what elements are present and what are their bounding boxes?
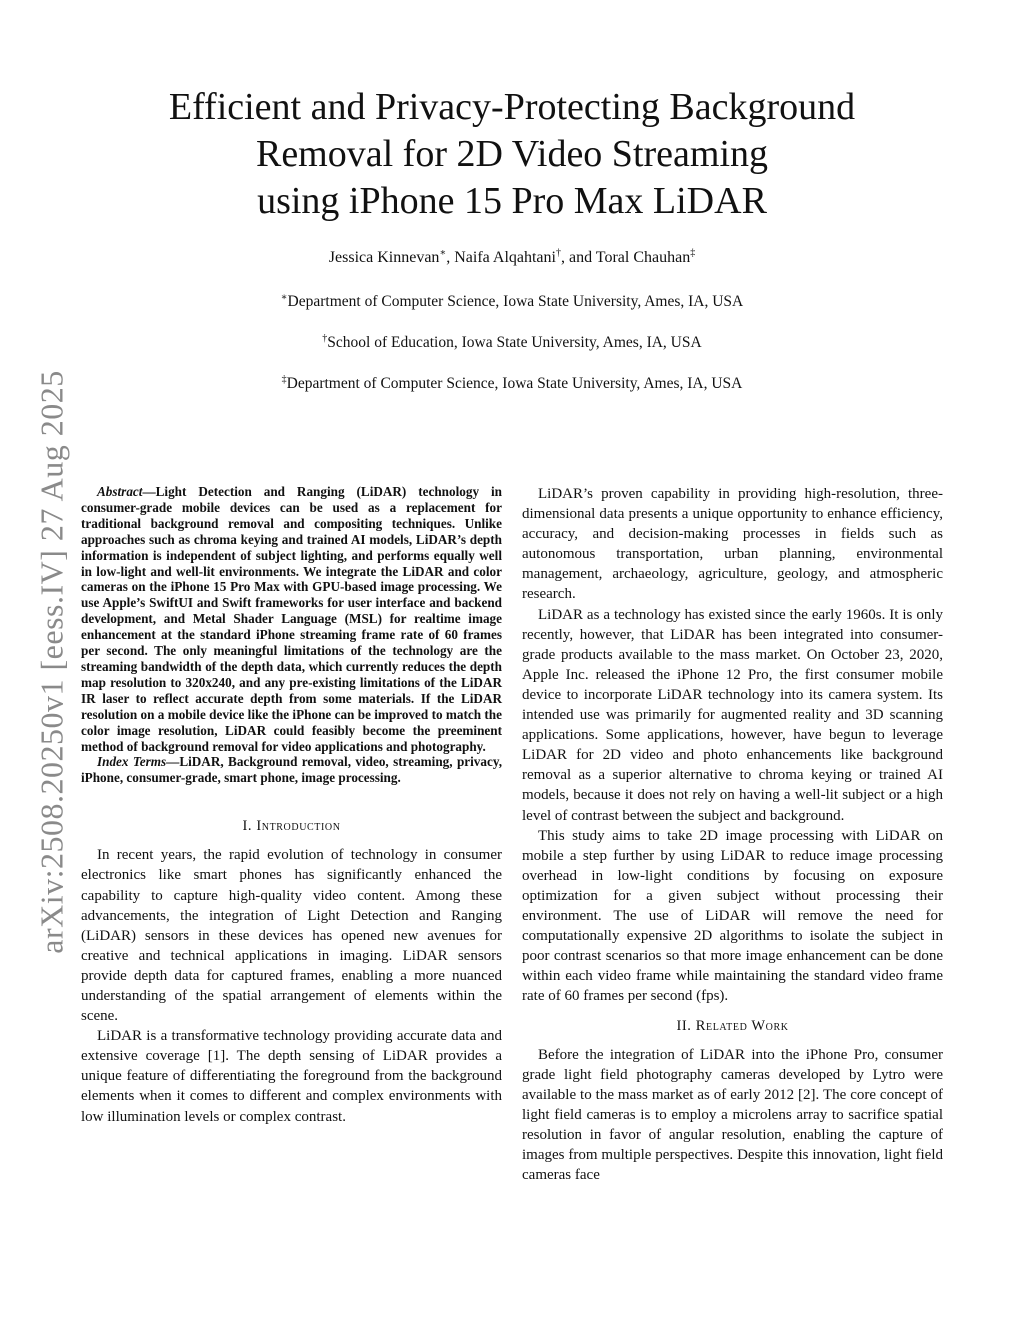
author-name: , and Toral Chauhan (560, 249, 691, 266)
paragraph: This study aims to take 2D image processing with LiDAR on mobile a step further by using LiDAR to reduce image processing overhead in low-light conditions by focusing on exposure optimization for a given subject without processing their environment. The use of LiDAR will remove the need for computationally expensive 2D algorithms to isolate the subject in poor contrast scenarios so that more image enhancement can be done within each video frame while maintaining the standard video frame rate of 60 frames per second (fps). (522, 827, 943, 1005)
section-heading-related-work: II. Related Work (676, 1018, 789, 1035)
paragraph: LiDAR as a technology has existed since the early 1960s. It is only recently, however, that LiDAR has been integrated into consumer-grade products available to the mass market. On October 23, 2020, Apple Inc. released the iPhone 12 Pro, the first consumer mobile device to incorporate LiDAR technology into its camera system. Its intended use was primarily for augmented reality and 3D scanning applications. Some applications, however, have begun to leverage LiDAR for 2D video and photo enhancements like background removal as a superior alternative to chroma keying or trained AI models, because it does not rely on having a well-lit subject or a high level of contrast between the subject and background. (522, 606, 943, 824)
left-column (81, 484, 502, 1127)
affiliation-text: School of Education, Iowa State University, Ames, IA, USA (327, 334, 702, 351)
title-line: using iPhone 15 Pro Max LiDAR (257, 180, 767, 222)
author-list (112, 249, 912, 267)
paragraph: Before the integration of LiDAR into the iPhone Pro, consumer grade light field photography cameras developed by Lytro were available to the mass market as of early 2012 [2]. The core concept of light field cameras is to employ a microlens array to sacrifice spatial resolution in favor of angular resolution, enabling the capture of images from multiple perspectives. Despite this innovation, light field cameras face (522, 1046, 943, 1184)
abstract-text: Light Detection and Ranging (LiDAR) technology in consumer-grade mobile devices can be used as a replacement for traditional background removal and compositing techniques. Unlike approaches such as chroma keying and trained AI models, LiDAR’s depth information is independent of subject lighting, and performs equally well in low-light and well-lit environments. We integrate the LiDAR and color cameras on the iPhone 15 Pro Max with GPU-based image processing. We use Apple’s SwiftUI and Swift frameworks for user interface and backend development, and Metal Shader Language (MSL) for realtime image enhancement at the standard iPhone streaming frame rate of 60 frames per second. The only meaningful limitations of the technology are the streaming bandwidth of the depth data, which currently reduces the depth map resolution to 320x240, and any pre-existing limitations of the LiDAR IR laser to reflect accurate depth from some materials. If the LiDAR resolution on a mobile device like the iPhone can be improved to match the color image resolution, LiDAR could feasibly become the preeminent method of background removal for video applications and photography. (81, 484, 502, 754)
affiliation-mark: ∗ (280, 291, 288, 303)
paragraph: LiDAR is a transformative technology providing accurate data and extensive coverage [1]. The depth sensing of LiDAR provides a unique feature of differentiating the foreground from the background elements when it comes to different and complex environments with low illumination levels or complex contrast. (81, 1028, 502, 1125)
index-terms-label: Index Terms (97, 754, 167, 770)
paragraph: LiDAR’s proven capability in providing high-resolution, three-dimensional data presents a unique opportunity to enhance efficiency, accuracy, and decision-making processes in fields such as autonomous transportation, urban planning, environmental management, archaeology, agriculture, geology, and atmospheric research. (522, 486, 943, 603)
author-name: Jessica Kinnevan (328, 249, 440, 266)
abstract-dash: — (142, 484, 156, 499)
author-mark: ‡ (690, 247, 696, 259)
affiliation (112, 375, 912, 393)
arxiv-identifier: arXiv:2508.20250v1 [eess.IV] 27 Aug 2025 (33, 370, 70, 954)
author-mark: ∗ (439, 247, 447, 259)
paper-title (112, 84, 912, 225)
paragraph: In recent years, the rapid evolution of technology in consumer electronics like smart phones has significantly enhanced the capability to capture high-quality video content. Among these advancements, the integration of Light Detection and Ranging (LiDAR) sensors in these devices has opened new avenues for creative and technical applications in imaging. LiDAR sensors provide depth data for captured frames, enabling a more nuanced understanding of the spatial arrangement of elements within the scene. (81, 847, 502, 1025)
affiliation (112, 293, 912, 311)
affiliation-text: Department of Computer Science, Iowa State University, Ames, IA, USA (286, 375, 743, 392)
abstract-label: Abstract (97, 484, 143, 499)
affiliation-text: Department of Computer Science, Iowa State University, Ames, IA, USA (287, 293, 744, 310)
author-mark: † (555, 247, 561, 259)
title-line: Removal for 2D Video Streaming (255, 133, 769, 175)
affiliation (112, 334, 912, 352)
index-terms-text: LiDAR, Background removal, video, streaming, privacy, iPhone, consumer-grade, smart phone, image processing. (81, 754, 502, 786)
affiliation-mark: † (322, 332, 328, 344)
abstract (81, 484, 502, 786)
index-terms-dash: — (166, 754, 180, 770)
right-column (522, 484, 943, 1185)
section-heading-introduction: I. Introduction (242, 818, 341, 835)
affiliation-mark: ‡ (281, 373, 287, 385)
author-name: , Naifa Alqahtani (446, 249, 556, 266)
title-line: Efficient and Privacy-Protecting Background (168, 86, 856, 128)
